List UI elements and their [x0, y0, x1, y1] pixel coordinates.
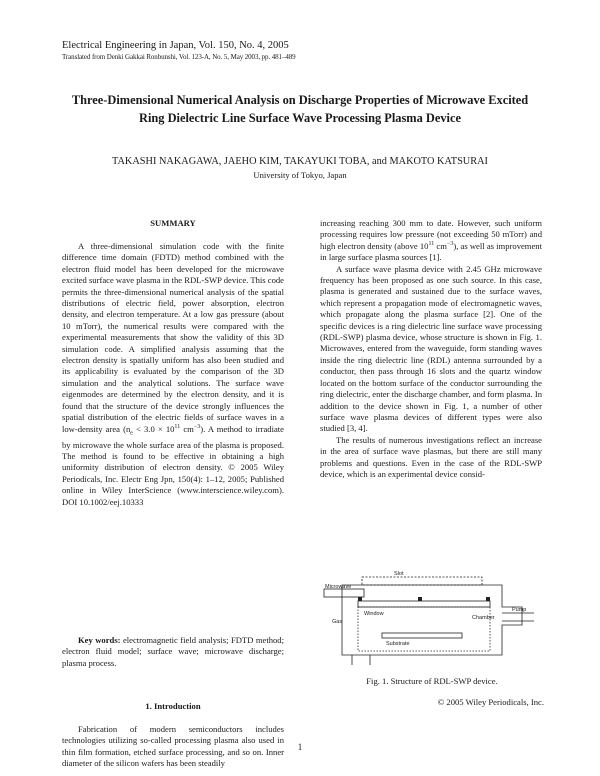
summary-heading: SUMMARY: [150, 218, 196, 228]
figure-label-chamber: Chamber: [472, 615, 495, 621]
figure-label-gas: Gas: [332, 619, 343, 625]
right-exp-11: 11: [428, 240, 435, 247]
journal-citation: Electrical Engineering in Japan, Vol. 150, No. 4, 2005: [62, 40, 289, 51]
keywords: [62, 635, 284, 669]
copyright-notice: © 2005 Wiley Periodicals, Inc.: [437, 697, 544, 707]
intro-paragraph: Fabrication of modern semiconductors includes technologies utilizing so-called processing plasma also used in thin film formation, etched surface processing, and so on. Inner diameter of the silicon wafers has been steadily: [62, 724, 284, 769]
paper-title: Three-Dimensional Numerical Analysis on Discharge Properties of Microwave Excited Ring Dielectric Line Surface Wave Processing Plasma Device: [71, 93, 529, 125]
intro-text: [62, 724, 284, 770]
right-p1-a: increasing reaching 300 mm to date. However, such uniform processing requires low pressure (not exceeding 50 mTorr) and high electron density (above 10: [320, 218, 542, 251]
right-p1-b: cm: [434, 240, 447, 251]
translation-note: Translated from Denki Gakkai Ronbunshi, Vol. 123-A, No. 5, May 2003, pp. 481–489: [62, 53, 296, 61]
right-exp-m3: −3: [446, 240, 454, 247]
right-p1-c: ), as well as improvement in large surface plasma sources [1].: [320, 240, 542, 263]
figure-label-pump: Pump: [512, 607, 527, 613]
intro-heading: 1. Introduction: [145, 701, 201, 711]
right-column-text: [320, 218, 542, 480]
figure-label-slot: Slot: [394, 571, 404, 577]
author-list: TAKASHI NAKAGAWA, JAEHO KIM, TAKAYUKI TOBA, and MAKOTO KATSURAI: [112, 156, 488, 167]
summary-part-b: ). A method to irradiate by microwave the whole surface area of the plasma is proposed. The method is found to be effective in obtaining a high uniformity distribution of electron density. © 2005 Wiley Periodicals, Inc. Electr Eng Jpn, 150(4): 1–12, 2005; Published online in Wiley InterScience (www.interscience.wiley.com). DOI 10.1002/eej.10333: [62, 423, 284, 507]
affiliation: University of Tokyo, Japan: [253, 170, 347, 180]
figure-caption: Fig. 1. Structure of RDL-SWP device.: [366, 676, 498, 686]
figure-label-substrate: Substrate: [386, 641, 410, 647]
subscript-e: e: [130, 430, 133, 437]
figure-label-window: Window: [364, 611, 384, 617]
keywords-label: Key words:: [78, 635, 121, 645]
summary-text: [62, 241, 284, 508]
figure-rdl-swp-device: [322, 567, 542, 667]
right-paragraph-2: A surface wave plasma device with 2.45 GHz microwave frequency has been proposed as one such source. In this case, plasma is generated and sustained due to the surface waves, which represent a propagation mode of electromagnetic waves, which propagate along the plasma surface [2]. One of the specific devices is a ring dielectric line surface wave processing (RDL-SWP) plasma device, whose structure is shown in Fig. 1. Microwaves, entered from the waveguide, form standing waves inside the ring dielectric line (RDL) antenna surrounded by a conductor, then pass through 16 slots and the quartz window located on the bottom surface of the conductor surrounding the ring dielectric, enter the discharge chamber, and form plasma. In addition to the device shown in Fig. 1, a number of other surface wave plasma devices of different types were also studied [3, 4].: [320, 263, 542, 434]
right-paragraph-3: The results of numerous investigations reflect an increase in the area of surface wave plasmas, but there are still many problems and questions. Even in the case of the RDL-SWP device, which is an experimental device consid-: [320, 434, 542, 479]
page-number: 1: [297, 742, 303, 752]
exponent-m3: −3: [193, 423, 201, 430]
keywords-text: electromagnetic field analysis; FDTD method; electron fluid model; surface wave; microwave discharge; plasma process.: [62, 635, 284, 668]
figure-label-microwave: Microwave: [325, 584, 352, 590]
summary-cm: cm: [180, 423, 194, 434]
summary-lt: < 3.0 × 10: [132, 423, 175, 434]
summary-part-a: A three-dimensional simulation code with the finite difference time domain (FDTD) method combined with the electron fluid model has been developed for the microwave excited surface wave plasma in the RDL-SWP device. This code permits the three-dimensional numerical analysis of the spatial distributions of electric field, power absorption, electron density, and electron temperature. At a low gas pressure (about 10 mTorr), the numerical results were compared with the experimental measurements that show the validity of this 3D simulation code. A simplified analysis assuming that the electron density is spatially uniform has also been studied and its applicability is evaluated by the comparison of the 3D simulation and the analytical solutions. The surface wave eigenmodes are determined by the electron density, and it is found that the structure of the device strongly influences the spatial distribution of the electric fields of surface waves in a low-density area (n: [62, 241, 284, 434]
exponent-11: 11: [174, 423, 181, 430]
